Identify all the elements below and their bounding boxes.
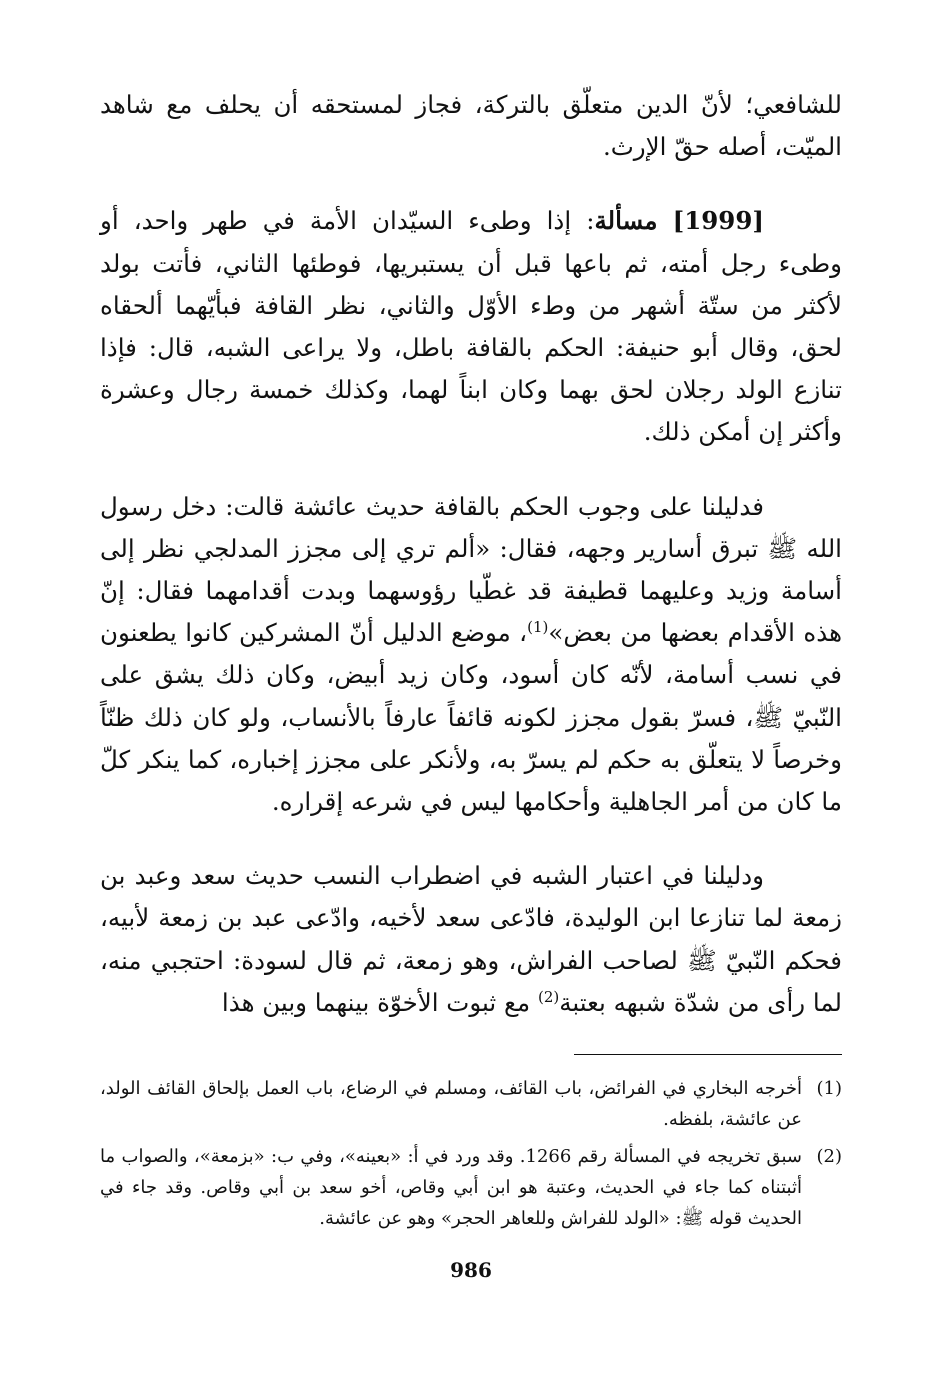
paragraph-masala-1999 xyxy=(100,200,842,453)
masala-number: [1999] xyxy=(672,206,764,236)
footnote-ref-2[interactable]: (2) xyxy=(537,987,560,1006)
paragraph-3-text-a: فدليلنا على وجوب الحكم بالقافة حديث عائشة قالت: دخل رسول الله ﷺ تبرق أسارير وجهه، فقال: «ألم تري إلى مجزز المدلجي نظر إلى أسامة وزيد وعليهما قطيفة قد غطّيا رؤوسهما وبدت أقدامهما فقال: إنّ هذه الأقدام بعضها من بعض» xyxy=(100,491,843,648)
masala-text: : إذا وطىء السيّدان الأمة في طهر واحد، أو وطىء رجل أمته، ثم باعها قبل أن يستبريها، فوطئها الثاني، فأتت بولد لأكثر من ستّة أشهر من وطء الأوّل والثاني، نظر القافة فبأيّهما ألحقاه لحق، وقال أبو حنيفة: الحكم بالقافة باطل، ولا يراعى الشبه، قال: فإذا تنازع الولد رجلان لحق بهما وكان ابناً لهما، وكذلك خمسة رجال وعشرة وأكثر إن أمكن ذلك. xyxy=(100,206,842,447)
footnote-2 xyxy=(100,1141,842,1234)
paragraph-4-text-a: ودليلنا في اعتبار الشبه في اضطراب النسب حديث سعد وعبد بن زمعة لما تنازعا ابن الوليدة، فادّعى سعد لأخيه، وادّعى عبد بن زمعة لأبيه، فحكم النّبيّ ﷺ لصاحب الفراش، وهو زمعة، ثم قال لسودة: احتجبي منه، لما رأى من شدّة شبهه بعتبة xyxy=(100,861,842,1017)
paragraph-4 xyxy=(100,855,842,1024)
footnote-text: سبق تخريجه في المسألة رقم 1266. وقد ورد في أ: «بعينه»، وفي ب: «بزمعة»، والصواب ما أثبتناه كما جاء في الحديث، وعتبة هو ابن أبي وقاص، أخو سعد بن أبي وقاص. وقد جاء في الحديث قوله ﷺ: «الولد للفراش وللعاهر الحجر» وهو عن عائشة. xyxy=(100,1146,802,1230)
footnote-number: (2) xyxy=(816,1146,842,1168)
footnotes xyxy=(100,1073,842,1234)
footnote-text: أخرجه البخاري في الفرائض، باب القائف، ومسلم في الرضاع، باب العمل بإلحاق القائف الولد، عن عائشة، بلفظه. xyxy=(100,1078,802,1131)
paragraph-3-text-b: ، موضع الدليل أنّ المشركين كانوا يطعنون في نسب أسامة، لأنّه كان أسود، وكان زيد أبيض، وكان ذلك يشق على النّبيّ ﷺ، فسرّ بقول مجزز لكونه قائفاً عارفاً بالأنساب، ولو كان ذلك ظنّاً وخرصاً لا يتعلّق به حكم لم يسرّ به، ولأنكر على مجزز إخباره، كما ينكر كلّ ما كان من أمر الجاهلية وأحكامها ليس في شرعه إقراره. xyxy=(100,618,842,817)
footnote-separator xyxy=(574,1054,842,1055)
paragraph-3 xyxy=(100,486,842,824)
footnote-ref-1[interactable]: (1) xyxy=(527,618,549,637)
paragraph-1: للشافعي؛ لأنّ الدين متعلّق بالتركة، فجاز لمستحقه أن يحلف مع شاهد الميّت، أصله حقّ الإرث. xyxy=(100,90,842,162)
main-text xyxy=(100,84,842,1024)
masala-label: مسألة xyxy=(594,206,658,236)
page-number: 986 xyxy=(450,1258,492,1282)
paragraph-4-text-b: مع ثبوت الأخوّة بينهما وبين هذا xyxy=(221,987,538,1017)
footnote-number: (1) xyxy=(816,1078,842,1100)
footnote-1 xyxy=(100,1073,842,1135)
